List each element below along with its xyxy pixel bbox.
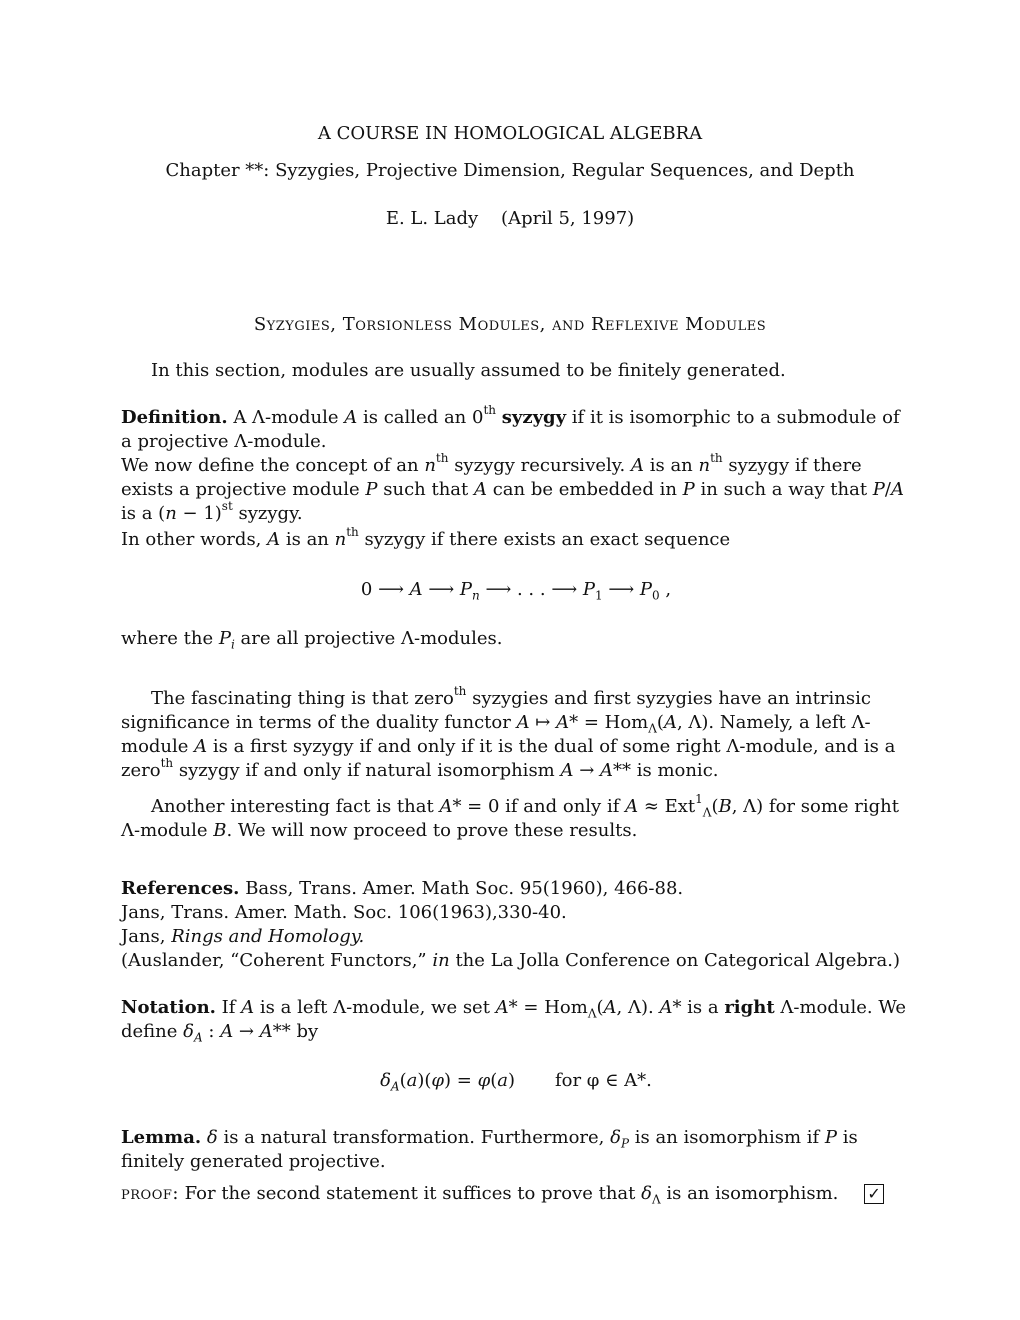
definition-paragraph: Definition. A Λ-module A is called an 0th syzygy if it is isomorphic to a submodule of a projective Λ-module. [121,403,900,452]
reference-jans-2: Jans, Rings and Homology. [121,926,365,947]
lemma-label: Lemma. [121,1127,202,1148]
section-heading: Syzygies, Torsionless Modules, and Reflexive Modules [253,314,767,335]
definition-label: Definition. [121,407,228,428]
intro-paragraph [121,359,911,383]
definition-other-words: In other words, A is an $n^{th}$ syzygy if there exists an exact sequence [121,525,731,550]
delta-display: $\delta_A(a)(\varphi) = \varphi(a)$ for φ ∈ A*. [380,1070,652,1094]
exact-sequence-display: 0 ⟶ A ⟶ $P_n$ ⟶ . . . ⟶ $P_1$ ⟶ $P_0$ , [360,579,672,603]
reference-jans-1: Jans, Trans. Amer. Math. Soc. 106(1963),330-40. [121,902,567,923]
references-label: References. [121,878,240,899]
intro-text: In this section, modules are usually assumed to be finitely generated. [151,360,786,381]
paper-title: A COURSE IN HOMOLOGICAL ALGEBRA [317,123,703,144]
reference-jans-book: Rings and Homology. [171,926,365,947]
syzygy-term: syzygy [501,407,567,428]
definition-block [121,403,911,552]
where-clause: where the $P_i$ are all projective Λ-modules. [121,628,503,652]
chapter-title: Chapter **: Syzygies, Projective Dimension, Regular Sequences, and Depth [165,160,855,181]
delta-condition: for φ ∈ A*. [554,1070,652,1091]
author-date: E. L. Lady (April 5, 1997) [385,208,635,229]
notation-label: Notation. [121,997,216,1018]
fascinating-paragraph: The fascinating thing is that zero$^{th}$ syzygies and first syzygies have an intrinsic significance in terms of the duality functor A ↦ A* = Hom$_\Lambda$(A, Λ). Namely, a left Λ-module A is a first syzygy if and only if it is the dual of some right Λ-module, and is a zero$^{th}$ syzygy if and only if natural isomorphism A → A** is monic. Another interesting fact is that A* = 0 if and only if A ≈ Ext$^1_\Lambda$(B, Λ) for some right Λ-module B. We will now proceed to prove these results. [121,684,899,841]
lemma-block: Lemma. δ is a natural transformation. Furthermore, $\delta_P$ is an isomorphism if P is finitely generated projective. proof: For the second statement it suffices to prove that $\delta_\Lambda$ is an isomorphism. ✓ [121,1126,911,1206]
definition-recursive: We now define the concept of an $n^{th}$ syzygy recursively. A is an $n^{th}$ syzygy if there exists a projective module P such that A can be embedded in P in such a way that P/A is a $(n - 1)^{st}$ syzygy. [121,451,904,524]
qed-checkmark-icon: ✓ [864,1184,884,1204]
notation-block: Notation. If A is a left Λ-module, we set A* = Hom$_\Lambda$(A, Λ). A* is a right Λ-module. We define $\delta_A$ : A → A** by [121,997,907,1045]
reference-bass: Bass, Trans. Amer. Math Soc. 95(1960), 466-88. [245,878,684,899]
reference-auslander: (Auslander, “Coherent Functors,” in the La Jolla Conference on Categorical Algebra.) [121,950,900,971]
proof-paragraph: proof: For the second statement it suffices to prove that $\delta_\Lambda$ is an isomorphism. ✓ [121,1182,911,1206]
references-block [121,877,911,973]
proof-label: proof: [121,1183,179,1204]
